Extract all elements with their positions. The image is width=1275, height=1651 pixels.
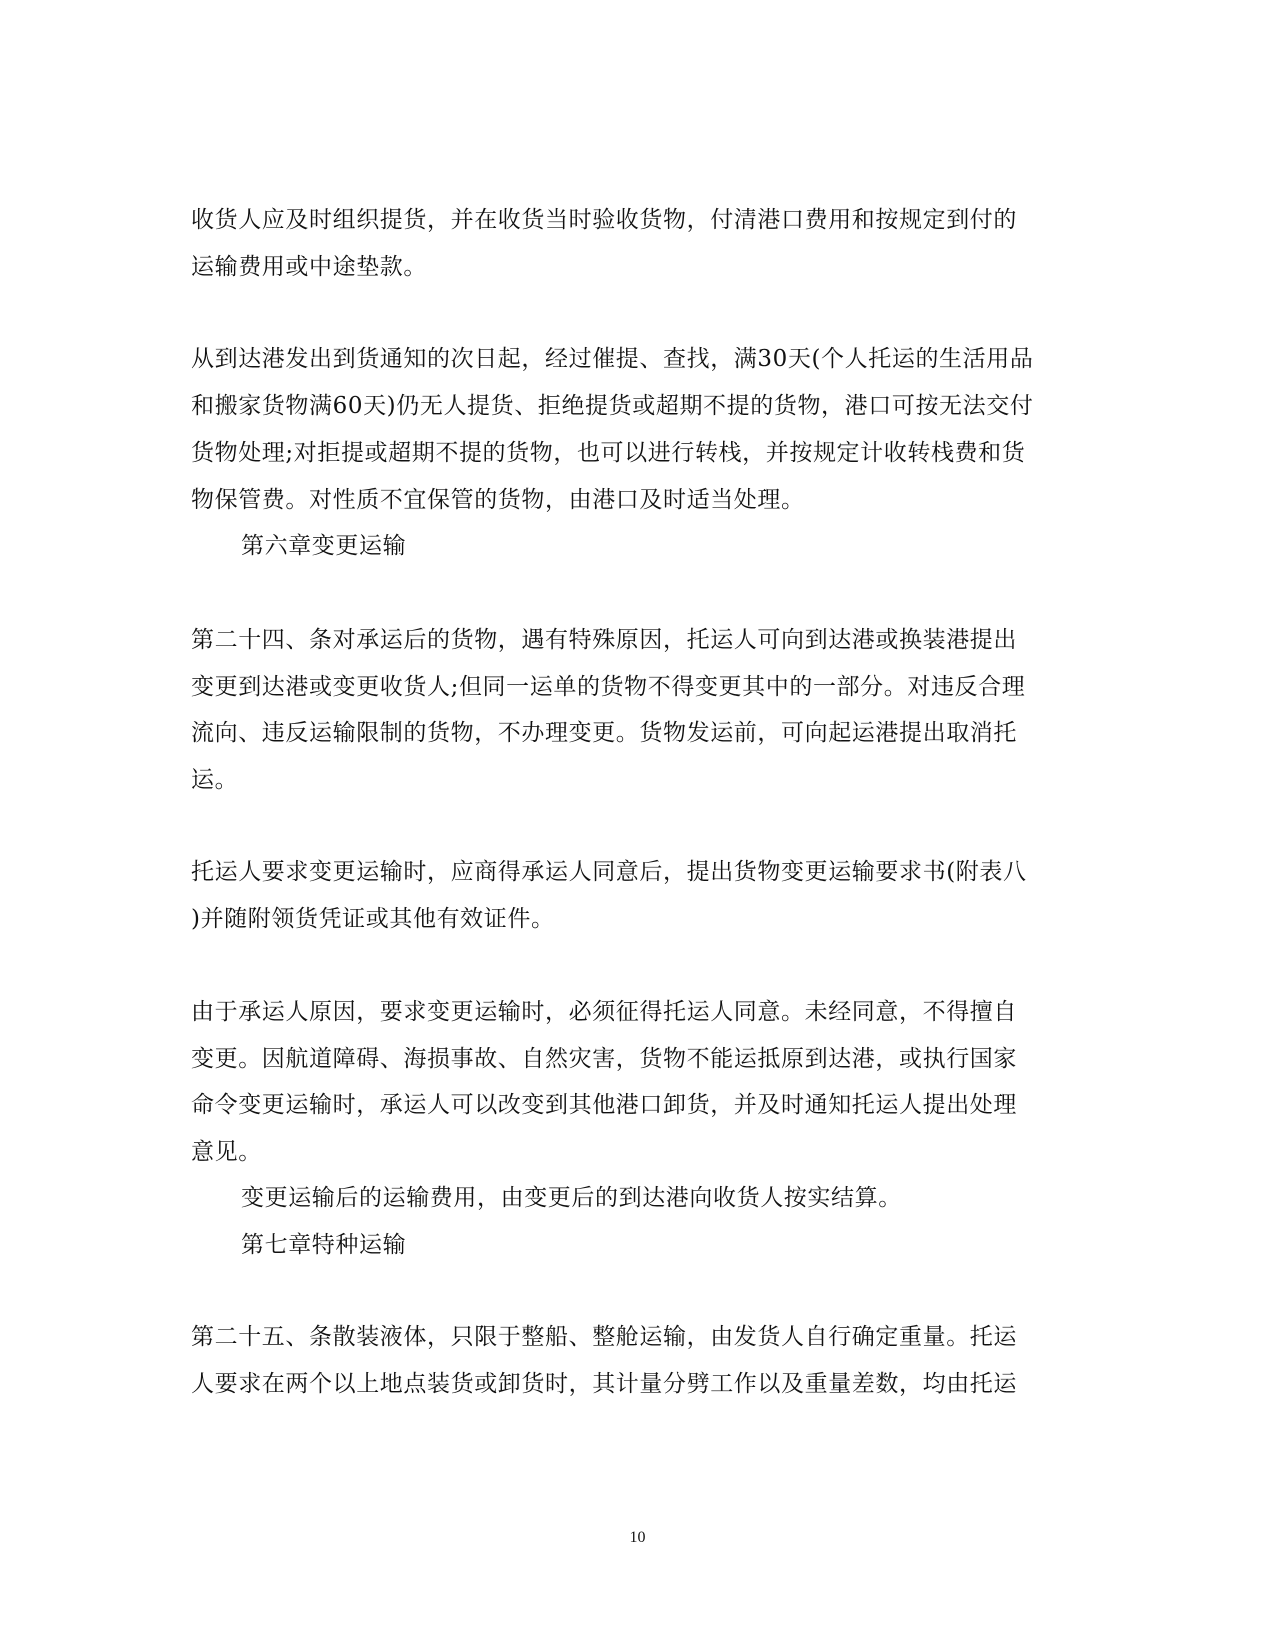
- paragraph-line: 货物处理;对拒提或超期不提的货物，也可以进行转栈，并按规定计收转栈费和货: [191, 440, 1026, 466]
- paragraph-line: 命令变更运输时，承运人可以改变到其他港口卸货，并及时通知托运人提出处理: [191, 1092, 1017, 1118]
- paragraph-line: 物保管费。对性质不宜保管的货物，由港口及时适当处理。: [191, 487, 805, 513]
- paragraph-line: 从到达港发出到货通知的次日起，经过催提、查找，满30天(个人托运的生活用品: [191, 346, 1034, 372]
- paragraph-line: 变更到达港或变更收货人;但同一运单的货物不得变更其中的一部分。对违反合理: [191, 674, 1026, 700]
- paragraph-line: 托运人要求变更运输时，应商得承运人同意后，提出货物变更运输要求书(附表八: [191, 859, 1027, 885]
- paragraph-line: 第二十四、条对承运后的货物，遇有特殊原因，托运人可向到达港或换装港提出: [191, 627, 1017, 653]
- chapter-heading: 第六章变更运输: [241, 533, 407, 559]
- paragraph-line: 意见。: [191, 1139, 262, 1165]
- paragraph-line: 由于承运人原因，要求变更运输时，必须征得托运人同意。未经同意，不得擅自: [191, 999, 1017, 1025]
- paragraph-line: 收货人应及时组织提货，并在收货当时验收货物，付清港口费用和按规定到付的: [191, 207, 1017, 233]
- paragraph-line: 流向、违反运输限制的货物，不办理变更。货物发运前，可向起运港提出取消托: [191, 720, 1017, 746]
- paragraph-line: 变更运输后的运输费用，由变更后的到达港向收货人按实结算。: [241, 1185, 902, 1211]
- paragraph-line: 人要求在两个以上地点装货或卸货时，其计量分劈工作以及重量差数，均由托运: [191, 1371, 1017, 1397]
- paragraph-line: 运。: [191, 767, 239, 793]
- paragraph-line: 第二十五、条散装液体，只限于整船、整舱运输，由发货人自行确定重量。托运: [191, 1324, 1017, 1350]
- paragraph-line: 变更。因航道障碍、海损事故、自然灾害，货物不能运抵原到达港，或执行国家: [191, 1046, 1017, 1072]
- paragraph-line: 运输费用或中途垫款。: [191, 254, 427, 280]
- paragraph-line: 和搬家货物满60天)仍无人提货、拒绝提货或超期不提的货物，港口可按无法交付: [191, 393, 1034, 419]
- chapter-heading: 第七章特种运输: [241, 1232, 407, 1258]
- paragraph-line: )并随附领货凭证或其他有效证件。: [191, 906, 555, 932]
- page-number: 10: [629, 1529, 646, 1546]
